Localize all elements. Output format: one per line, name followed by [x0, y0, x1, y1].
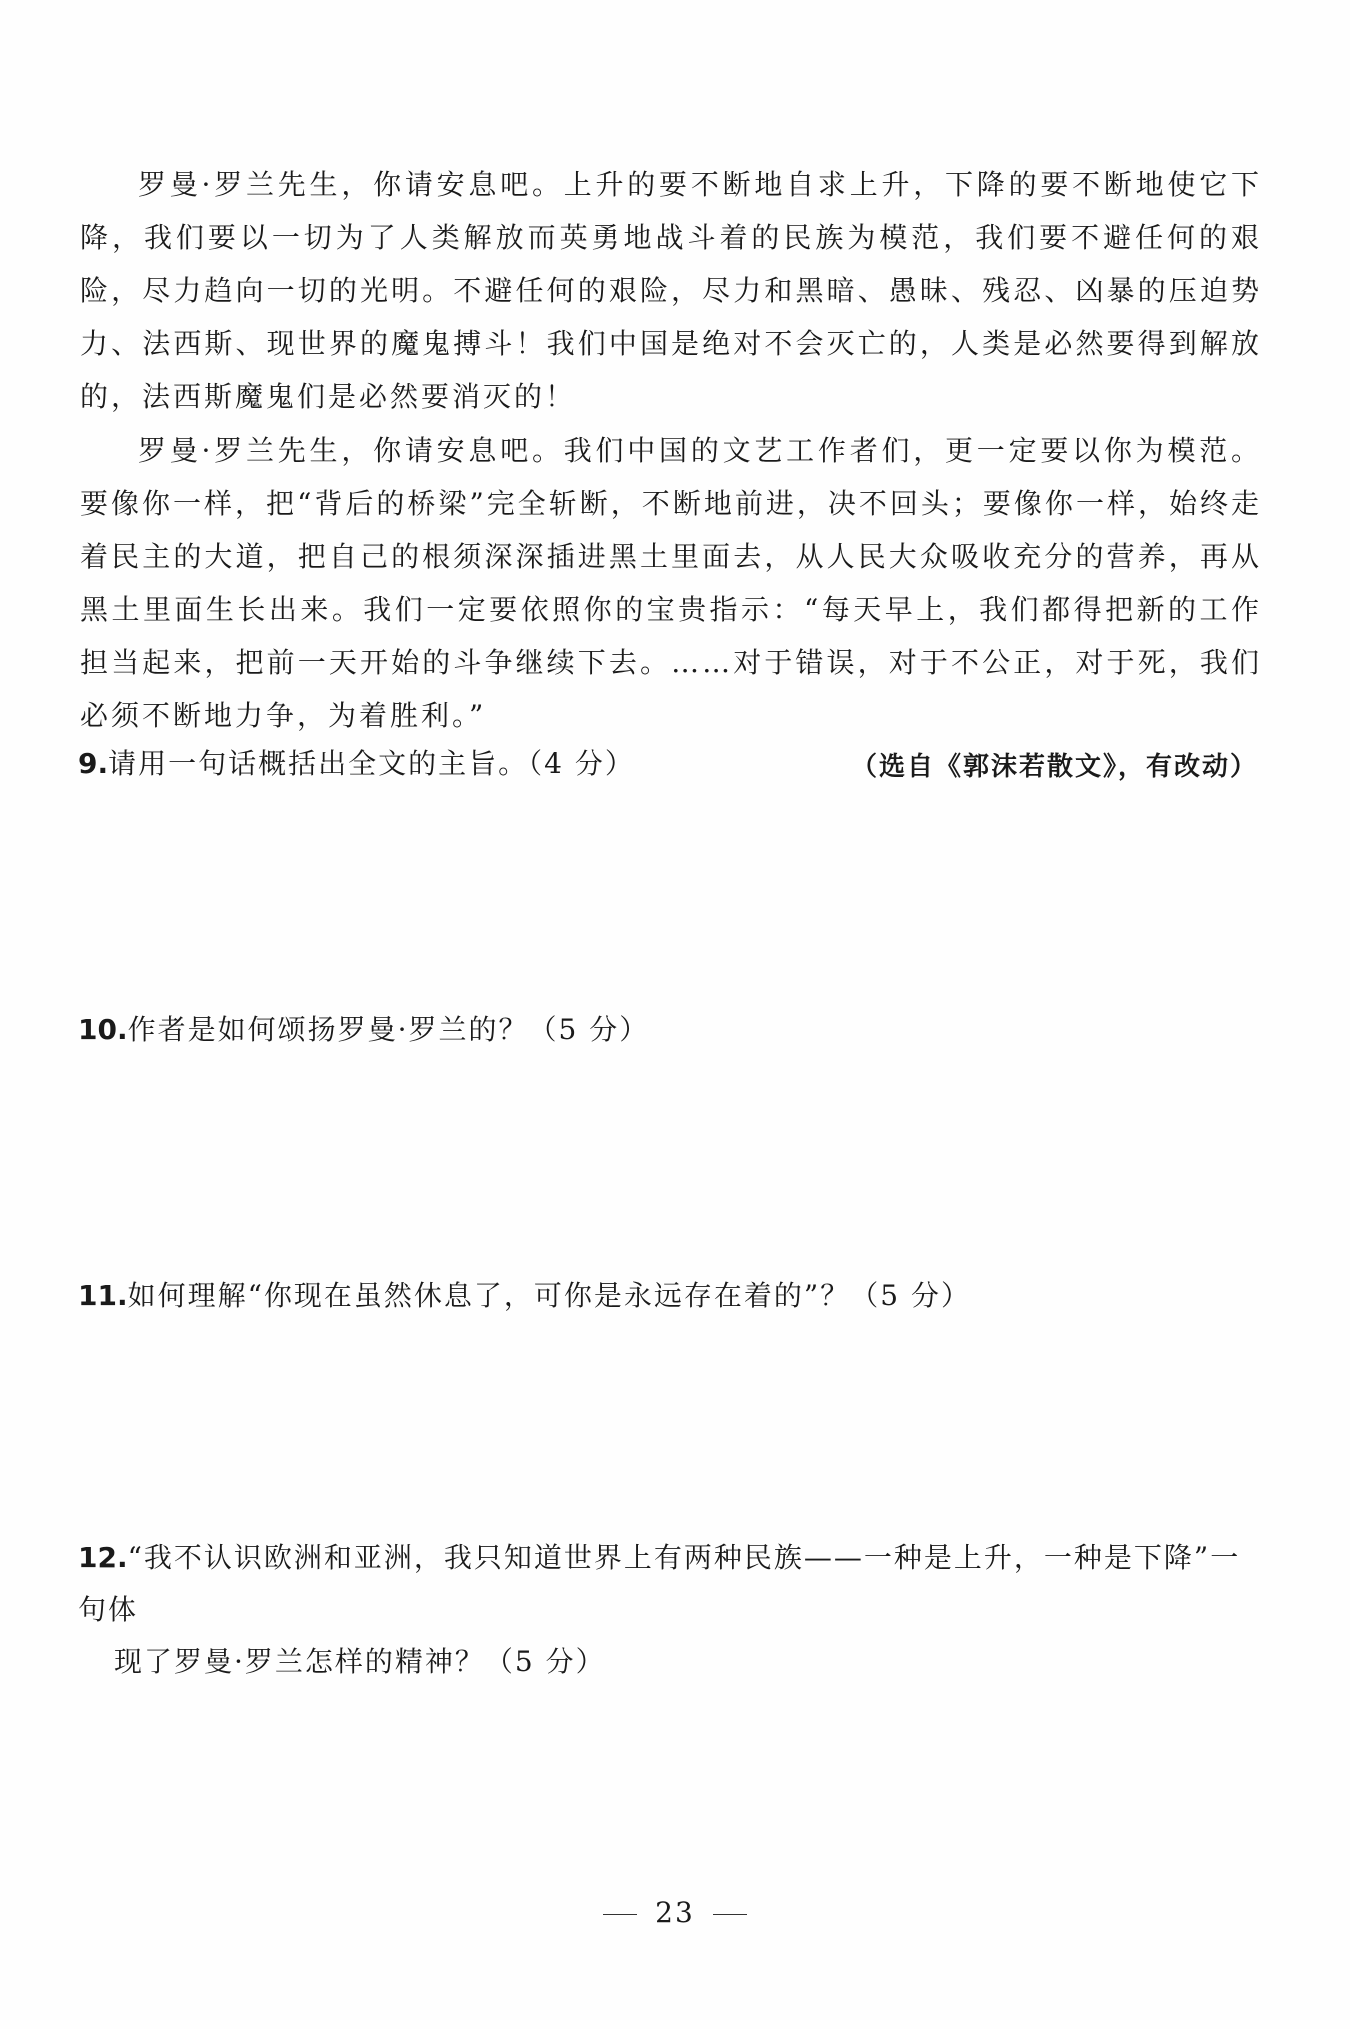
passage-paragraph: 罗曼·罗兰先生，你请安息吧。我们中国的文艺工作者们，更一定要以你为模范。要像你一样，把“背后的桥梁”完全斩断，不断地前进，决不回头；要像你一样，始终走着民主的大道，把自己的根须深深插进黑土里面去，从人民大众吸收充分的营养，再从黑土里面生长出来。我们一定要依照你的宝贵指示：“每天早上，我们都得把新的工作担当起来，把前一天开始的斗争继续下去。……对于错误，对于不公正，对于死，我们必须不断地力争，为着胜利。” — [80, 434, 1262, 732]
question-number: 12. — [78, 1541, 128, 1574]
question-9 — [78, 738, 1264, 790]
question-text: 请用一句话概括出全文的主旨。（4 分） — [108, 747, 635, 780]
question-number: 9. — [78, 747, 109, 780]
page-number-dash-right — [713, 1914, 747, 1915]
question-10 — [78, 1004, 1264, 1056]
passage-paragraph: 罗曼·罗兰先生，你请安息吧。上升的要不断地自求上升，下降的要不断地使它下降，我们要以一切为了人类解放而英勇地战斗着的民族为模范，我们要不避任何的艰险，尽力趋向一切的光明。不避任何的艰险，尽力和黑暗、愚昧、残忍、凶暴的压迫势力、法西斯、现世界的魔鬼搏斗！我们中国是绝对不会灭亡的，人类是必然要得到解放的，法西斯魔鬼们是必然要消灭的！ — [80, 168, 1262, 413]
question-11 — [78, 1270, 1264, 1322]
page-number — [0, 1896, 1350, 1929]
question-text: 如何理解“你现在虽然休息了，可你是永远存在着的”？（5 分） — [127, 1279, 971, 1312]
page-number-value: 23 — [655, 1896, 695, 1929]
question-text: 作者是如何颂扬罗曼·罗兰的？（5 分） — [127, 1013, 650, 1046]
passage-source: （选自《郭沫若散文》，有改动） — [850, 752, 1258, 782]
question-12 — [78, 1532, 1264, 1688]
question-text: “我不认识欧洲和亚洲，我只知道世界上有两种民族——一种是上升，一种是下降”一句体 — [78, 1541, 1241, 1626]
question-text-continued: 现了罗曼·罗兰怎样的精神？（5 分） — [114, 1645, 606, 1678]
passage — [80, 158, 1262, 792]
question-number: 10. — [78, 1013, 128, 1046]
page-number-dash-left — [603, 1914, 637, 1915]
question-number: 11. — [78, 1279, 128, 1312]
